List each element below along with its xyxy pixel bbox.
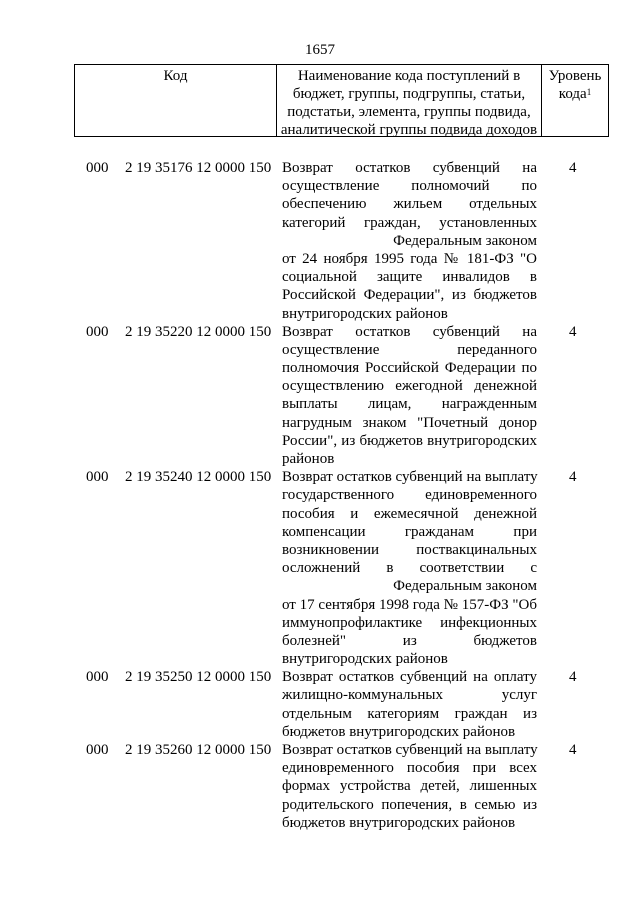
income-name-line: Возврат остатков субвенций на — [282, 323, 537, 340]
admin-code: 000 — [86, 669, 109, 686]
table-row — [0, 323, 640, 469]
income-name-line: родительского попечения, в семью из — [282, 796, 537, 813]
footnote-mark: 1 — [586, 87, 592, 97]
admin-code: 000 — [86, 469, 109, 486]
header-name-line: подстатьи, элемента, группы подвида, — [287, 104, 531, 120]
header-level-line: кода$^1$ — [558, 86, 592, 102]
income-name-line: от 24 ноября 1995 года № 181-ФЗ "О — [282, 250, 537, 267]
income-name-line: болезней" из бюджетов — [282, 632, 537, 649]
income-name-line: районов — [282, 451, 335, 467]
table-row — [0, 668, 640, 741]
income-name-line: Возврат остатков субвенций на выплату — [282, 469, 538, 486]
page-number: 1657 — [305, 42, 335, 58]
income-name-line: от 17 сентября 1998 года № 157-ФЗ "Об — [282, 596, 537, 613]
income-name-line: компенсации гражданам при — [282, 523, 537, 540]
header-code: Код — [75, 65, 277, 136]
income-name — [282, 323, 537, 469]
income-code: 2 19 35240 12 0000 150 — [125, 469, 272, 486]
income-name-line: категорий граждан, установленных — [282, 214, 537, 231]
income-name-line: России", из бюджетов внутригородских — [282, 432, 537, 449]
income-name-line: Возврат остатков субвенций на выплату — [282, 742, 538, 758]
income-name-line: осуществление переданного — [282, 341, 537, 358]
income-code: 2 19 35250 12 0000 150 — [125, 669, 272, 686]
income-name-line: отдельным категориям граждан из — [282, 705, 537, 722]
header-level — [542, 65, 608, 136]
header-level-line: Уровень — [548, 68, 602, 84]
code-level: 4 — [569, 160, 577, 176]
income-name-line: жилищно-коммунальных услуг — [282, 687, 537, 704]
table-row — [0, 159, 640, 323]
income-name-line: возникновении поствакцинальных — [282, 541, 537, 558]
code-level: 4 — [569, 323, 577, 340]
income-name-line: Возврат остатков субвенций на — [282, 160, 537, 176]
table-row — [0, 468, 640, 668]
table-header — [74, 64, 609, 137]
admin-code: 000 — [86, 160, 109, 176]
income-name-line: осуществлению ежегодной денежной — [282, 378, 537, 395]
income-name — [282, 159, 537, 323]
income-code: 2 19 35176 12 0000 150 — [125, 160, 272, 176]
table-row — [0, 741, 640, 832]
income-name-line: пособия и ежемесячной денежной — [282, 505, 537, 522]
income-name — [282, 741, 537, 832]
income-name-line: социальной защите инвалидов в — [282, 269, 537, 286]
income-name-line: единовременного пособия при всех — [282, 760, 537, 777]
header-name-line: Наименование кода поступлений в — [297, 68, 521, 84]
income-name-line: осуществление полномочий по — [282, 178, 537, 195]
code-level: 4 — [569, 742, 577, 758]
admin-code: 000 — [86, 742, 109, 758]
income-name-line: внутригородских районов — [282, 651, 448, 668]
header-name-line: бюджет, группы, подгруппы, статьи, — [292, 86, 526, 102]
table-body — [0, 159, 640, 832]
income-name — [282, 668, 537, 741]
header-name-line: аналитической группы подвида доходов — [280, 122, 538, 138]
income-name-line: осложнений в соответствии с — [282, 560, 537, 577]
income-name-line: Федеральным законом — [393, 578, 537, 595]
income-name-line: Возврат остатков субвенций на оплату — [282, 669, 537, 686]
income-name-line: бюджетов внутригородских районов — [282, 723, 516, 740]
income-name-line: бюджетов внутригородских районов — [282, 814, 516, 831]
income-name-line: полномочия Российской Федерации по — [282, 360, 537, 377]
code-level: 4 — [569, 669, 577, 686]
income-name — [282, 468, 537, 668]
income-code: 2 19 35260 12 0000 150 — [125, 742, 272, 758]
income-name-line: нагрудным знаком "Почетный донор — [282, 414, 537, 431]
admin-code: 000 — [86, 323, 109, 340]
income-name-line: внутригородских районов — [282, 305, 448, 322]
income-name-line: Федеральным законом — [393, 232, 537, 249]
income-code: 2 19 35220 12 0000 150 — [125, 323, 272, 340]
income-name-line: формах устройства детей, лишенных — [282, 778, 537, 795]
income-name-line: иммунопрофилактике инфекционных — [282, 614, 537, 631]
income-name-line: выплаты лицам, награжденным — [282, 396, 537, 413]
code-level: 4 — [569, 469, 577, 486]
header-name — [277, 65, 542, 136]
income-name-line: Российской Федерации", из бюджетов — [282, 287, 537, 304]
income-name-line: обеспечению жильем отдельных — [282, 196, 537, 213]
income-name-line: государственного единовременного — [282, 487, 537, 504]
